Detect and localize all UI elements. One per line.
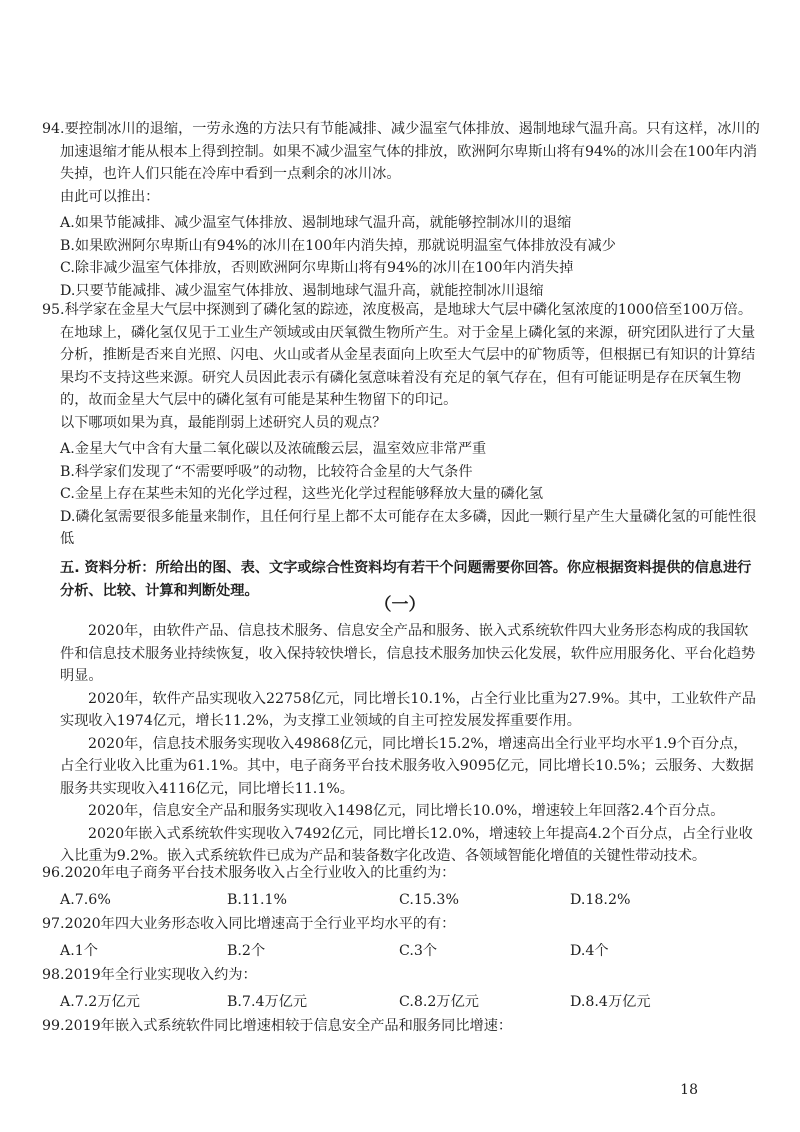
- question-95-stem: 95.科学家在金星大气层中探测到了磷化氢的踪迹，浓度极高，是地球大气层中磷化氢浓度的1000倍至100万倍。在地球上，磷化氢仅见于工业生产领域或由厌氧微生物所产生。对于金星上磷化氢的来源，研究团队进行了大量分析，推断是否来自光照、闪电、火山或者从金星表面向上吹至大气层中的矿物质等，但根据已有知识的计算结果均不支持这些来源。研究人员因此表示有磷化氢意味着没有充足的氧气存在，但有可能证明是存在厌氧生物的，故而金星大气层中的磷化氢有可能是某种生物留下的印记。: [42, 302, 756, 408]
- question-94-option-a: A.如果节能减排、减少温室气体排放、遏制地球气温升高，就能够控制冰川的退缩: [60, 215, 572, 231]
- section-instructions: 五. 资料分析：所给出的图、表、文字或综合性资料均有若干个问题需要你回答。你应根据资料提供的信息进行分析、比较、计算和判断处理。: [60, 560, 752, 599]
- question-98-options: [42, 991, 762, 1014]
- question-94: [42, 118, 762, 302]
- question-94-stem: 94.要控制冰川的退缩，一劳永逸的方法只有节能减排、减少温室气体排放、遏制地球气温升高。只有这样，冰川的加速退缩才能从根本上得到控制。如果不减少温室气体的排放，欧洲阿尔卑斯山将有94%的冰川会在100年内消失掉，也许人们只能在冷库中看到一点剩余的冰川冰。: [42, 121, 760, 182]
- question-96-options: [42, 889, 762, 912]
- question-94-option-d: D.只要节能减排、减少温室气体排放、遏制地球气温升高，就能控制冰川退缩: [60, 282, 544, 299]
- question-97-options: [42, 940, 762, 963]
- material-paragraph: 2020年，软件产品实现收入22758亿元，同比增长10.1%，占全行业比重为27.9%。其中，工业软件产品实现收入1974亿元，增长11.2%，为支撑工业领域的自主可控发展发挥重要作用。: [60, 690, 756, 729]
- question-96-stem: 96.2020年电子商务平台技术服务收入占全行业收入的比重约为：: [42, 865, 456, 881]
- question-95-option-c: C.金星上存在某些未知的光化学过程，这些光化学过程能够释放大量的磷化氢: [60, 486, 544, 502]
- question-96-option-d: D.18.2%: [570, 891, 631, 908]
- question-99: [42, 1015, 762, 1038]
- material-paragraph: 2020年，信息安全产品和服务实现收入1498亿元，同比增长10.0%，增速较上年回落2.4个百分点。: [88, 803, 725, 819]
- question-94-prompt: 由此可以推出：: [60, 188, 160, 205]
- question-98-option-a: A.7.2万亿元: [60, 993, 140, 1010]
- question-96-option-b: B.11.1%: [227, 891, 288, 908]
- material-heading: （一）: [374, 595, 426, 615]
- question-96: [42, 862, 762, 911]
- question-97-option-d: D.4个: [570, 942, 609, 959]
- question-97: [42, 913, 762, 962]
- material-text: [60, 620, 760, 868]
- question-98: [42, 964, 762, 1013]
- material-paragraph: 2020年，由软件产品、信息技术服务、信息安全产品和服务、嵌入式系统软件四大业务形态构成的我国软件和信息技术服务业持续恢复，收入保持较快增长，信息技术服务加快云化发展，软件应用服务化、平台化趋势明显。: [60, 623, 756, 684]
- question-95: [42, 299, 762, 551]
- question-94-option-b: B.如果欧洲阿尔卑斯山有94%的冰川在100年内消失掉，那就说明温室气体排放没有减少: [60, 237, 616, 254]
- question-98-option-b: B.7.4万亿元: [227, 993, 308, 1010]
- question-94-option-c: C.除非减少温室气体排放，否则欧洲阿尔卑斯山将有94%的冰川在100年内消失掉: [60, 260, 574, 276]
- question-97-stem: 97.2020年四大业务形态收入同比增速高于全行业平均水平的有：: [42, 916, 456, 932]
- question-99-stem: 99.2019年嵌入式系统软件同比增速相较于信息安全产品和服务同比增速：: [42, 1018, 513, 1034]
- question-97-option-a: A.1个: [60, 942, 98, 959]
- question-97-option-b: B.2个: [227, 942, 266, 959]
- question-96-option-c: C.15.3%: [399, 891, 459, 908]
- question-95-option-a: A.金星大气中含有大量二氧化碳以及浓硫酸云层，温室效应非常严重: [60, 441, 487, 457]
- material-paragraph: 2020年嵌入式系统软件实现收入7492亿元，同比增长12.0%，增速较上年提高4.2个百分点，占全行业收入比重为9.2%。嵌入式系统软件已成为产品和装备数字化改造、各领域智能化增值的关键性带动技术。: [60, 825, 753, 864]
- question-95-prompt: 以下哪项如果为真，最能削弱上述研究人员的观点？: [60, 414, 387, 431]
- question-98-stem: 98.2019年全行业实现收入约为：: [42, 967, 257, 983]
- question-95-option-b: B.科学家们发现了“不需要呼吸”的动物，比较符合金星的大气条件: [60, 463, 473, 480]
- page-number: 18: [680, 1082, 698, 1098]
- question-98-option-d: D.8.4万亿元: [570, 993, 651, 1010]
- question-96-option-a: A.7.6%: [60, 891, 111, 908]
- question-98-option-c: C.8.2万亿元: [399, 993, 479, 1010]
- material-paragraph: 2020年，信息技术服务实现收入49868亿元，同比增长15.2%，增速高出全行业平均水平1.9个百分点，占全行业收入比重为61.1%。其中，电子商务平台技术服务收入9095亿元，同比增长10.5%；云服务、大数据服务共实现收入4116亿元，同比增长11.1%。: [60, 735, 754, 797]
- question-97-option-c: C.3个: [399, 942, 438, 959]
- question-95-option-d: D.磷化氢需要很多能量来制作，且任何行星上都不太可能存在太多磷，因此一颗行星产生大量磷化氢的可能性很低: [60, 508, 757, 547]
